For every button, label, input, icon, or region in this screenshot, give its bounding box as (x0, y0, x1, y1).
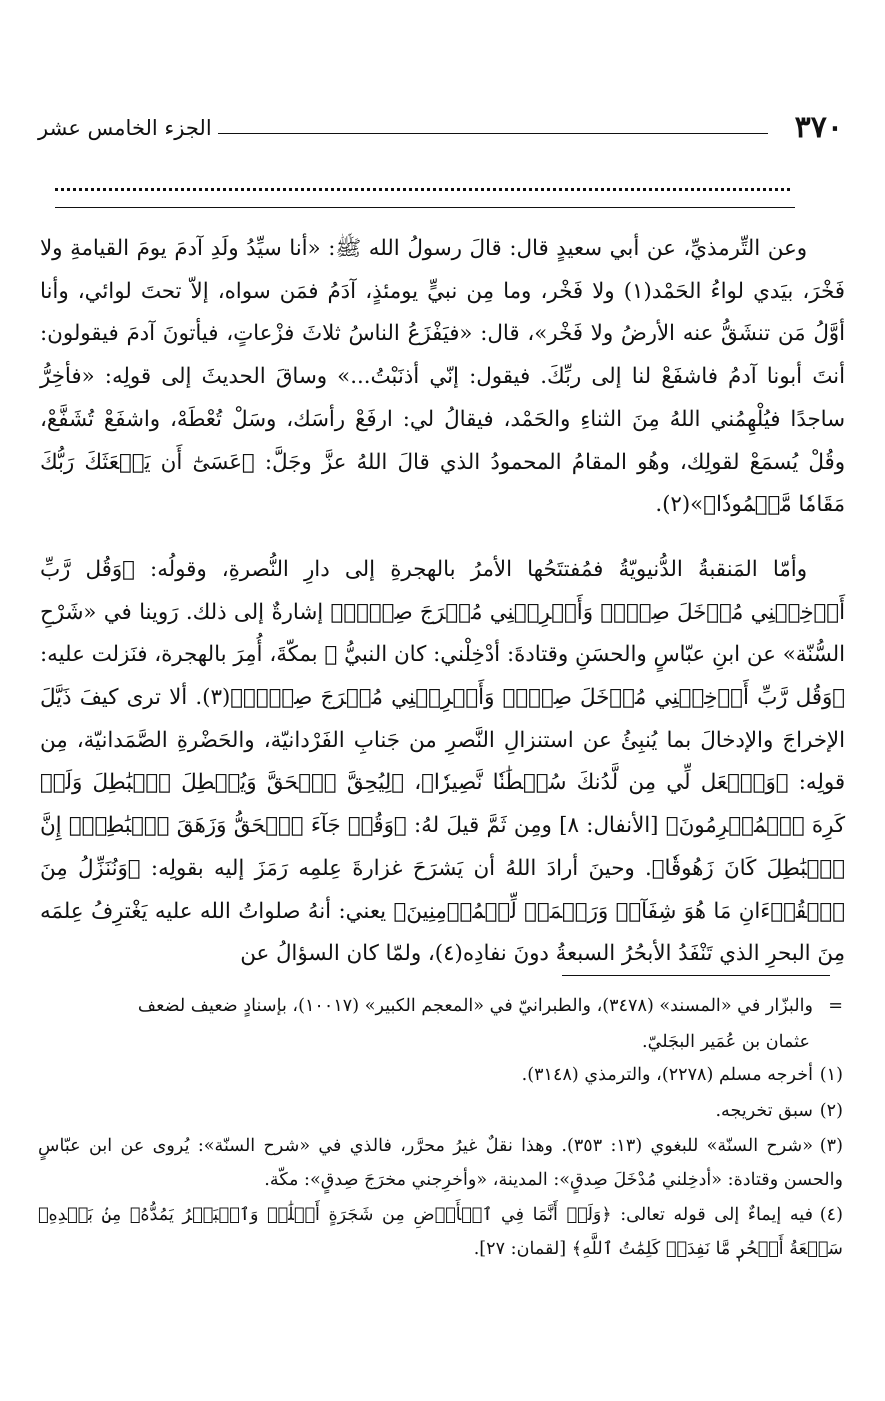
footnote-continuation-line: عثمان بن عُمَير البجَليّ. (641, 1031, 810, 1052)
page-number: ٣٧٠ (794, 110, 843, 145)
footnote-marker: (٢) (819, 1100, 843, 1121)
footnote (38, 1095, 843, 1129)
running-head (38, 108, 843, 148)
part-title: الجزء الخامس عشر (38, 116, 212, 140)
separator-rule (55, 207, 795, 208)
footnote (38, 1059, 843, 1093)
footnote-text: والبزّار في «المسند» (٣٤٧٨)، والطبرانيّ في «المعجم الكبير» (١٠٠١٧)، بإسنادٍ ضعيف لضعف (137, 996, 813, 1016)
footnote-text: أخرجه مسلم (٢٢٧٨)، والترمذي (٣١٤٨). (521, 1065, 813, 1085)
footnotes (38, 990, 843, 1268)
main-text (40, 228, 845, 976)
footnote-text: سبق تخريجه. (715, 1100, 813, 1121)
footnote (38, 1199, 843, 1266)
footnote (38, 1130, 843, 1197)
dotted-separator (55, 188, 790, 191)
continuation-marker: = (828, 996, 843, 1016)
footnote-rule (562, 975, 830, 976)
footnote-marker: (١) (819, 1065, 843, 1085)
footnote-text: «شرح السنّة» للبغوي (١٣: ٣٥٣). وهذا نقلٌ غيرُ محرَّر، فالذي في «شرح السنّة»: يُروى عن ابن عبّاسٍ والحسن وقتادة: «أدخِلني مُدْخَلَ صِدقٍ»: المدينة، «وأخرِجني مخرَجَ صِدقٍ»: مكّة. (38, 1136, 843, 1190)
footnote-continuation (38, 990, 843, 1024)
footnote-marker: (٤) (819, 1205, 843, 1225)
paragraph: وأمّا المَنقبةُ الدُّنيويّةُ فمُفتتَحُها الأمرُ بالهجرةِ إلى دارِ النُّصرةِ، وقولُه: ﴿وَقُل رَّبِّ أَدۡخِلۡنِي مُدۡخَلَ صِدۡقٖ وَأَخۡرِجۡنِي مُخۡرَجَ صِدۡقٖ﴾ إشارةٌ إلى ذلك. رَوينا في «شَرْحِ السُّنّة» عن ابنِ عبّاسٍ والحسَنِ وقتادةَ: أدْخِلْني: كان النبيُّ ﷺ بمكّةَ، أُمِرَ بالهجرة، فنَزلت عليه: ﴿وَقُل رَّبِّ أَدۡخِلۡنِي مُدۡخَلَ صِدۡقٖ وَأَخۡرِجۡنِي مُخۡرَجَ صِدۡقٖ﴾(٣). ألا ترى كيفَ ذَيَّلَ الإخراجَ والإدخالَ بما يُنبِئُ عن استنزالِ النَّصرِ من جَنابِ الفَرْدانيّة، والحَضْرةِ الصَّمَدانيّة، مِن قولِه: ﴿وَٱجۡعَل لِّي مِن لَّدُنكَ سُلۡطَٰنٗا نَّصِيرٗا﴾، ﴿لِيُحِقَّ ٱلۡحَقَّ وَيُبۡطِلَ ٱلۡبَٰطِلَ وَلَوۡ كَرِهَ ٱلۡمُجۡرِمُونَ﴾ [الأنفال: ٨] ومِن ثَمَّ قيلَ لهُ: ﴿وَقُلۡ جَآءَ ٱلۡحَقُّ وَزَهَقَ ٱلۡبَٰطِلُۚ إِنَّ ٱلۡبَٰطِلَ كَانَ زَهُوقٗا﴾. وحينَ أرادَ اللهُ أن يَشرَحَ غزارةَ عِلمِه رَمَزَ إليه بقولِه: ﴿وَنُنَزِّلُ مِنَ ٱلۡقُرۡءَانِ مَا هُوَ شِفَآءٞ وَرَحۡمَةٞ لِّلۡمُؤۡمِنِينَ﴾ يعني: أنهُ صلواتُ الله عليه يَغْترِفُ عِلمَه مِنَ البحرِ الذي تَنْفَدُ الأبحُرُ السبعةُ دونَ نفادِه(٤)، ولمّا كان السؤالُ عن (40, 556, 846, 967)
footnote-marker: (٣) (819, 1136, 843, 1156)
footnote-text: فيه إيماءٌ إلى قوله تعالى: ﴿وَلَوۡ أَنَّمَا فِي ٱلۡأَرۡضِ مِن شَجَرَةٍ أَقۡلَٰمٞ وَٱلۡبَحۡرُ يَمُدُّهُۥ مِنۢ بَعۡدِهِۦ سَبۡعَةُ أَبۡحُرٖ مَّا نَفِدَتۡ كَلِمَٰتُ ٱللَّهِ﴾ [لقمان: ٢٧]. (38, 1205, 843, 1259)
header-rule (218, 133, 768, 134)
paragraph: وعن التِّرمذيِّ، عن أبي سعيدٍ قال: قالَ رسولُ الله ﷺ: «أنا سيِّدُ ولَدِ آدمَ يومَ القيامةِ ولا فَخْرَ، بيَدي لواءُ الحَمْد(١) ولا فَخْر، وما مِن نبيٍّ يومئذٍ، آدَمُ فمَن سواه، إلاّ تحتَ لوائي، وأنا أوَّلُ مَن تنشَقُّ عنه الأرضُ ولا فَخْر»، قال: «فيَفْزَعُ الناسُ ثلاثَ فزْعاتٍ، فيأتونَ آدمَ فيقولون: أنتَ أبونا آدمُ فاشفَعْ لنا إلى ربِّكَ. فيقول: إنّي أذنَبْتُ...» وساقَ الحديثَ إلى قولِه: «فأخِرُّ ساجدًا فيُلْهِمُني اللهُ مِنَ الثناءِ والحَمْد، فيقالُ لي: ارفَعْ رأسَك، وسَلْ تُعْطَهْ، واشفَعْ تُشَفَّعْ، وقُلْ يُسمَعْ لقولِك، وهُو المقامُ المحمودُ الذي قالَ اللهُ عزَّ وجَلَّ: ﴿عَسَىٰٓ أَن يَبۡعَثَكَ رَبُّكَ مَقَامٗا مَّحۡمُودٗا﴾»(٢). (40, 236, 845, 518)
